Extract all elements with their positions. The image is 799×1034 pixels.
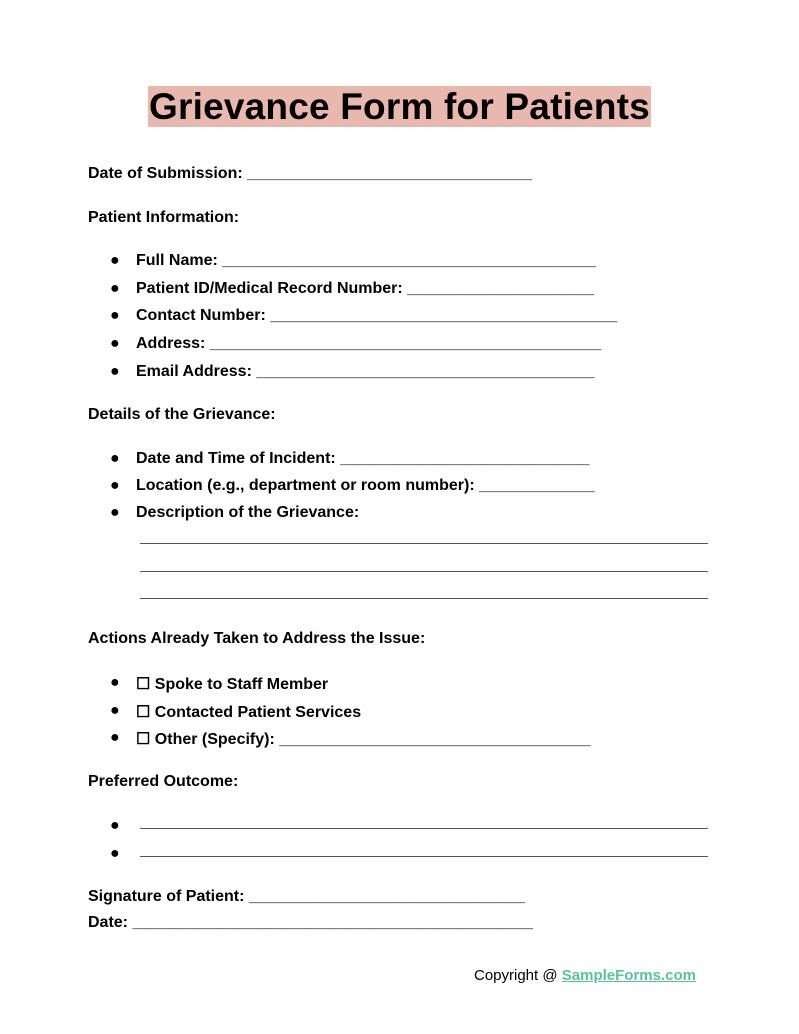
location-label: Location (e.g., department or room number): xyxy=(136,477,475,494)
other-specify-field xyxy=(136,729,591,749)
bullet-icon: ● xyxy=(110,845,120,862)
bullet-icon: ● xyxy=(110,674,120,691)
outcome-line-1[interactable] xyxy=(140,828,708,829)
full-name-label: Full Name: xyxy=(136,252,218,269)
contacted-services-checkbox[interactable]: ☐ Contacted Patient Services xyxy=(136,704,362,721)
bullet-icon: ● xyxy=(110,817,120,834)
full-name-field xyxy=(136,252,596,270)
contact-number-label: Contact Number: xyxy=(136,307,266,324)
email-address-blank[interactable]: ______________________________________ xyxy=(256,363,595,380)
incident-datetime-label: Date and Time of Incident: xyxy=(136,450,336,467)
date-of-submission-field xyxy=(88,165,532,183)
location-field xyxy=(136,477,595,495)
contact-number-field xyxy=(136,307,617,325)
grievance-heading: Details of the Grievance: xyxy=(88,406,276,423)
patient-id-field xyxy=(136,280,594,298)
brand-link[interactable]: SampleForms.com xyxy=(561,967,696,984)
outcome-heading: Preferred Outcome: xyxy=(88,773,239,790)
description-line-2[interactable] xyxy=(140,571,708,572)
patient-id-label: Patient ID/Medical Record Number: xyxy=(136,280,403,297)
full-name-blank[interactable]: __________________________________________ xyxy=(222,252,596,269)
other-specify-blank[interactable]: ___________________________________ xyxy=(279,731,591,748)
date-blank[interactable]: _____________________________________________ xyxy=(132,914,533,931)
incident-datetime-blank[interactable]: ____________________________ xyxy=(340,450,590,467)
description-line-1[interactable] xyxy=(140,543,708,544)
bullet-icon: ● xyxy=(110,729,120,746)
signature-label: Signature of Patient: xyxy=(88,888,245,905)
bullet-icon: ● xyxy=(110,477,120,494)
title-wrap xyxy=(0,86,799,127)
contact-number-blank[interactable]: _______________________________________ xyxy=(270,307,618,324)
bullet-icon: ● xyxy=(110,450,120,467)
signature-field xyxy=(88,888,525,906)
page-title: Grievance Form for Patients xyxy=(149,86,650,127)
email-address-label: Email Address: xyxy=(136,363,252,380)
address-field xyxy=(136,335,601,353)
description-field xyxy=(136,504,359,522)
address-blank[interactable]: ____________________________________________ xyxy=(209,335,602,352)
date-of-submission-label: Date of Submission: xyxy=(88,165,243,182)
email-address-field xyxy=(136,363,594,381)
bullet-icon: ● xyxy=(110,335,120,352)
incident-datetime-field xyxy=(136,450,589,468)
patient-id-blank[interactable]: _____________________ xyxy=(407,280,595,297)
bullet-icon: ● xyxy=(110,504,120,521)
actions-heading: Actions Already Taken to Address the Issue: xyxy=(88,630,426,647)
outcome-line-2[interactable] xyxy=(140,856,708,857)
location-blank[interactable]: _____________ xyxy=(479,477,595,494)
description-label: Description of the Grievance: xyxy=(136,504,360,521)
bullet-icon: ● xyxy=(110,280,120,297)
bullet-icon: ● xyxy=(110,702,120,719)
address-label: Address: xyxy=(136,335,206,352)
signature-blank[interactable]: _______________________________ xyxy=(248,888,525,905)
bullet-icon: ● xyxy=(110,363,120,380)
date-of-submission-blank[interactable]: ________________________________ xyxy=(247,165,532,182)
bullet-icon: ● xyxy=(110,307,120,324)
copyright-prefix: Copyright @ xyxy=(474,967,562,984)
copyright-footer xyxy=(474,967,696,984)
other-specify-checkbox[interactable]: ☐ Other (Specify): xyxy=(136,731,275,748)
patient-info-heading: Patient Information: xyxy=(88,209,240,226)
description-line-3[interactable] xyxy=(140,598,708,599)
spoke-to-staff-checkbox[interactable]: ☐ Spoke to Staff Member xyxy=(136,676,329,693)
bullet-icon: ● xyxy=(110,252,120,269)
date-label: Date: xyxy=(88,914,129,931)
date-field xyxy=(88,914,533,932)
